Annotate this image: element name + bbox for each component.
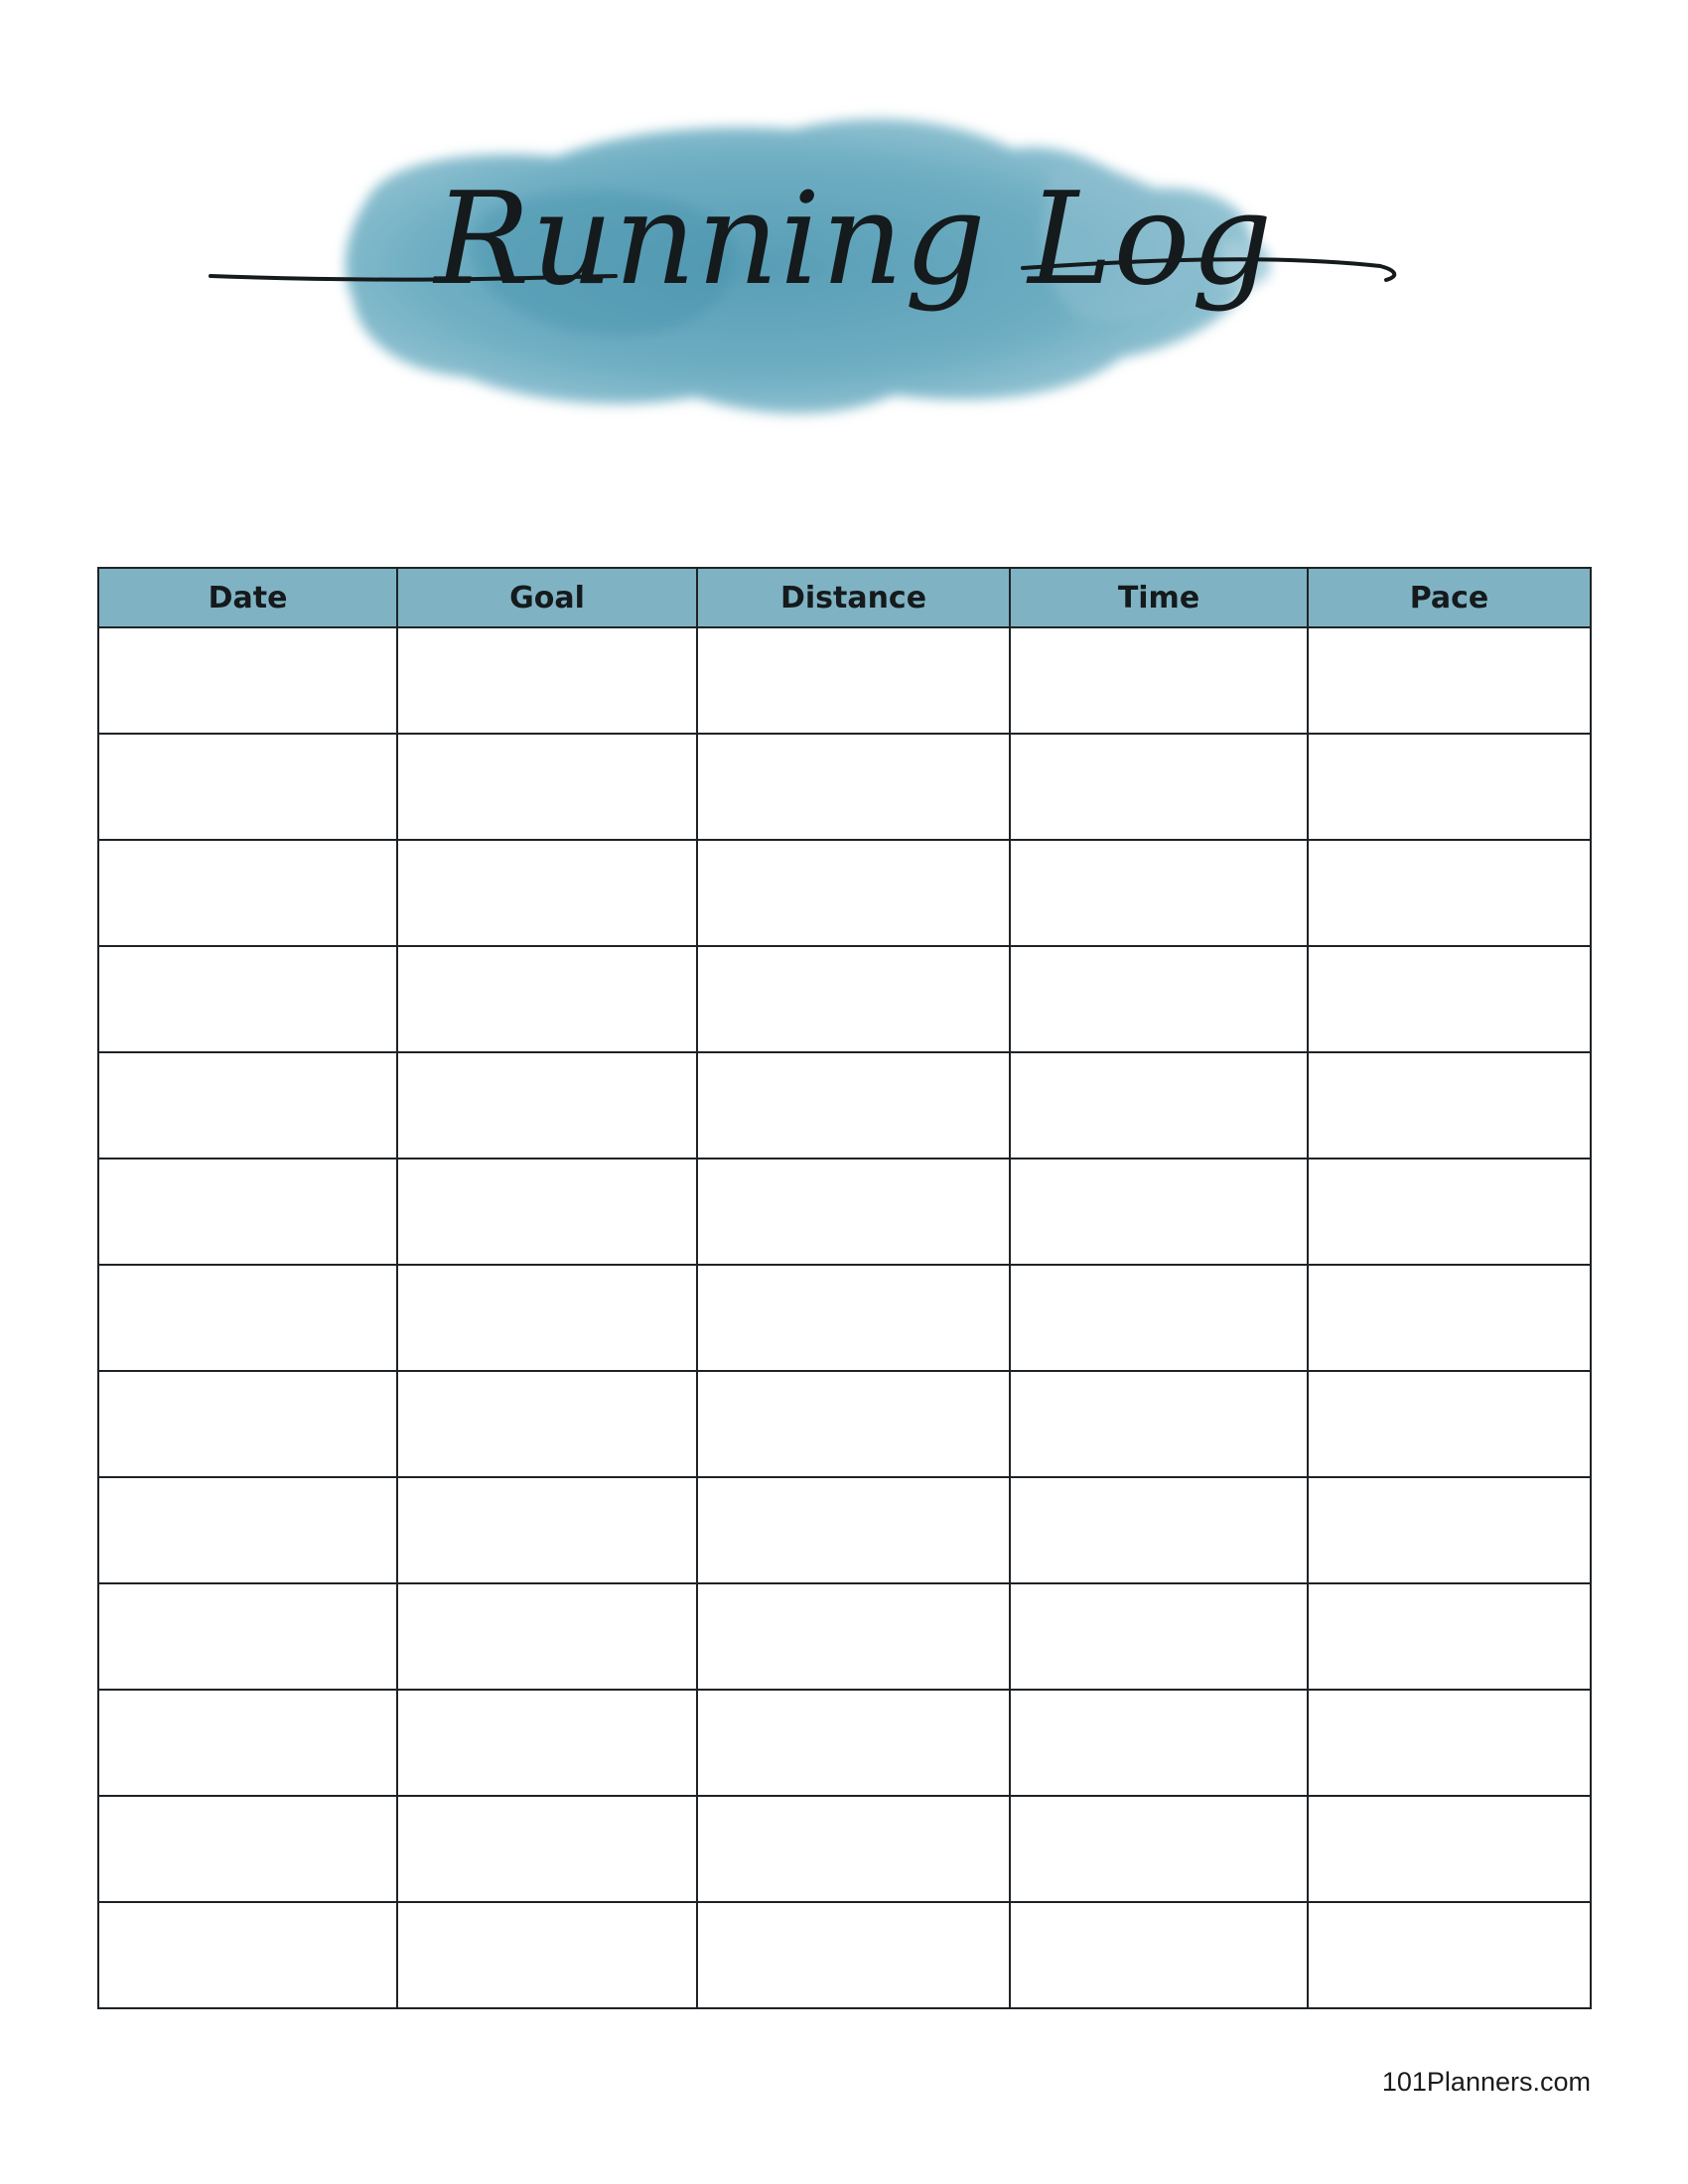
pace-cell[interactable]: [1308, 1265, 1591, 1371]
page-title: Running Log: [434, 166, 1274, 314]
goal-cell[interactable]: [397, 1371, 697, 1477]
date-cell[interactable]: [98, 1052, 397, 1159]
table-row: [98, 1159, 1591, 1265]
time-cell[interactable]: [1010, 840, 1308, 946]
time-cell[interactable]: [1010, 1052, 1308, 1159]
goal-cell[interactable]: [397, 734, 697, 840]
goal-cell[interactable]: [397, 1583, 697, 1690]
date-cell[interactable]: [98, 1477, 397, 1583]
distance-cell[interactable]: [697, 1690, 1010, 1796]
table-row: [98, 1052, 1591, 1159]
pace-cell[interactable]: [1308, 1052, 1591, 1159]
distance-cell[interactable]: [697, 627, 1010, 734]
table-row: [98, 734, 1591, 840]
pace-cell[interactable]: [1308, 627, 1591, 734]
table-row: [98, 840, 1591, 946]
distance-cell[interactable]: [697, 840, 1010, 946]
footer-site-credit: 101Planners.com: [1381, 2067, 1591, 2097]
table-body: [98, 627, 1591, 2008]
time-cell[interactable]: [1010, 1265, 1308, 1371]
date-cell[interactable]: [98, 1265, 397, 1371]
date-cell[interactable]: [98, 946, 397, 1052]
distance-cell[interactable]: [697, 1052, 1010, 1159]
pace-cell[interactable]: [1308, 1583, 1591, 1690]
column-header-pace: Pace: [1308, 568, 1591, 627]
goal-cell[interactable]: [397, 1052, 697, 1159]
goal-cell[interactable]: [397, 1796, 697, 1902]
running-log-table: [97, 567, 1592, 2009]
pace-cell[interactable]: [1308, 1796, 1591, 1902]
distance-cell[interactable]: [697, 734, 1010, 840]
date-cell[interactable]: [98, 840, 397, 946]
time-cell[interactable]: [1010, 734, 1308, 840]
time-cell[interactable]: [1010, 1477, 1308, 1583]
distance-cell[interactable]: [697, 1265, 1010, 1371]
table-row: [98, 1902, 1591, 2008]
column-header-time: Time: [1010, 568, 1308, 627]
pace-cell[interactable]: [1308, 1371, 1591, 1477]
goal-cell[interactable]: [397, 1477, 697, 1583]
goal-cell[interactable]: [397, 1159, 697, 1265]
table-row: [98, 946, 1591, 1052]
time-cell[interactable]: [1010, 1583, 1308, 1690]
distance-cell[interactable]: [697, 1371, 1010, 1477]
table-row: [98, 1265, 1591, 1371]
pace-cell[interactable]: [1308, 946, 1591, 1052]
goal-cell[interactable]: [397, 1902, 697, 2008]
column-header-distance: Distance: [697, 568, 1010, 627]
distance-cell[interactable]: [697, 946, 1010, 1052]
table-row: [98, 1477, 1591, 1583]
pace-cell[interactable]: [1308, 840, 1591, 946]
distance-cell[interactable]: [697, 1583, 1010, 1690]
time-cell[interactable]: [1010, 946, 1308, 1052]
distance-cell[interactable]: [697, 1477, 1010, 1583]
goal-cell[interactable]: [397, 946, 697, 1052]
goal-cell[interactable]: [397, 627, 697, 734]
pace-cell[interactable]: [1308, 1690, 1591, 1796]
column-header-goal: Goal: [397, 568, 697, 627]
pace-cell[interactable]: [1308, 1477, 1591, 1583]
time-cell[interactable]: [1010, 1371, 1308, 1477]
goal-cell[interactable]: [397, 840, 697, 946]
table-row: [98, 627, 1591, 734]
time-cell[interactable]: [1010, 1902, 1308, 2008]
date-cell[interactable]: [98, 1159, 397, 1265]
date-cell[interactable]: [98, 1371, 397, 1477]
table-row: [98, 1371, 1591, 1477]
table-row: [98, 1583, 1591, 1690]
table-row: [98, 1796, 1591, 1902]
goal-cell[interactable]: [397, 1265, 697, 1371]
table-row: [98, 1690, 1591, 1796]
date-cell[interactable]: [98, 1690, 397, 1796]
date-cell[interactable]: [98, 1902, 397, 2008]
goal-cell[interactable]: [397, 1690, 697, 1796]
header-watercolor: [199, 79, 1509, 457]
pace-cell[interactable]: [1308, 1902, 1591, 2008]
pace-cell[interactable]: [1308, 734, 1591, 840]
column-header-date: Date: [98, 568, 397, 627]
date-cell[interactable]: [98, 734, 397, 840]
table-header-row: [98, 568, 1591, 627]
date-cell[interactable]: [98, 1796, 397, 1902]
time-cell[interactable]: [1010, 1690, 1308, 1796]
time-cell[interactable]: [1010, 1796, 1308, 1902]
distance-cell[interactable]: [697, 1902, 1010, 2008]
time-cell[interactable]: [1010, 627, 1308, 734]
pace-cell[interactable]: [1308, 1159, 1591, 1265]
date-cell[interactable]: [98, 1583, 397, 1690]
time-cell[interactable]: [1010, 1159, 1308, 1265]
date-cell[interactable]: [98, 627, 397, 734]
distance-cell[interactable]: [697, 1796, 1010, 1902]
distance-cell[interactable]: [697, 1159, 1010, 1265]
